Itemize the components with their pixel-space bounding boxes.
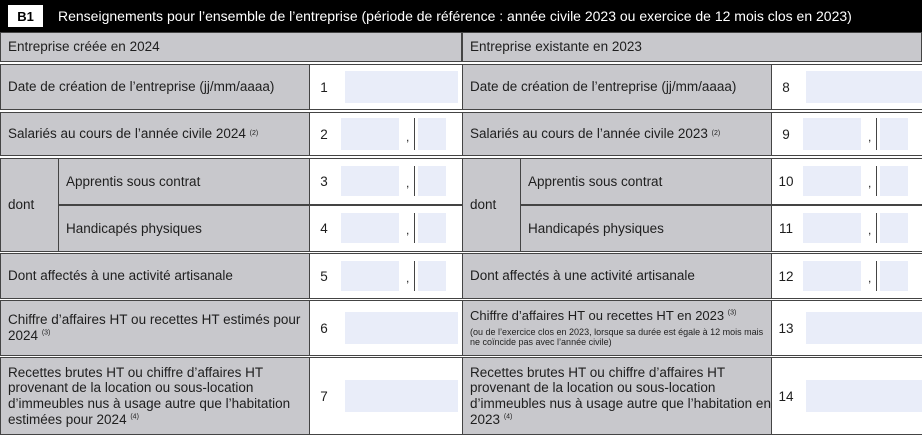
disabled-2024-decimal-input[interactable] bbox=[418, 213, 446, 243]
decimal-comma: , bbox=[868, 130, 872, 144]
creation-date-input-2024[interactable] bbox=[345, 71, 458, 103]
left-row-1-number: 1 bbox=[309, 64, 339, 110]
right-row-14-number: 14 bbox=[771, 357, 801, 435]
left-section-title: Entreprise créée en 2024 bbox=[0, 32, 462, 62]
decimal-divider bbox=[876, 118, 877, 150]
right-row-8-label: Date de création de l’entreprise (jj/mm/aaaa) bbox=[462, 64, 772, 110]
decimal-divider bbox=[876, 213, 877, 243]
artisanal-2024-integer-input[interactable] bbox=[341, 261, 399, 291]
right-row-9-number: 9 bbox=[771, 112, 801, 156]
decimal-divider bbox=[876, 166, 877, 196]
decimal-comma: , bbox=[406, 130, 410, 144]
left-row-4-label: Handicapés physiques bbox=[58, 205, 310, 252]
left-row-2-number: 2 bbox=[309, 112, 339, 156]
artisanal-2023-decimal-input[interactable] bbox=[880, 261, 908, 291]
artisanal-2024-decimal-input[interactable] bbox=[418, 261, 446, 291]
artisanal-2023-integer-input[interactable] bbox=[803, 261, 861, 291]
right-row-10-number: 10 bbox=[771, 158, 801, 205]
decimal-divider bbox=[414, 118, 415, 150]
left-dont-label: dont bbox=[0, 158, 59, 252]
decimal-comma: , bbox=[406, 223, 410, 237]
left-row-2-label: Salariés au cours de l’année civile 2024 (2) bbox=[0, 112, 310, 156]
left-row-6-label: Chiffre d’affaires HT ou recettes HT estimés pour 2024 $^{(3)}$ bbox=[0, 300, 310, 356]
right-row-11-label: Handicapés physiques bbox=[520, 205, 772, 252]
right-dont-label: dont bbox=[462, 158, 521, 252]
left-row-3-label: Apprentis sous contrat bbox=[58, 158, 310, 205]
employees-2024-decimal-input[interactable] bbox=[418, 118, 446, 150]
left-row-3-number: 3 bbox=[309, 158, 339, 205]
apprentices-2024-integer-input[interactable] bbox=[341, 166, 399, 196]
apprentices-2023-integer-input[interactable] bbox=[803, 166, 861, 196]
right-row-8-number: 8 bbox=[771, 64, 801, 110]
decimal-divider bbox=[414, 166, 415, 196]
left-row-6-number: 6 bbox=[309, 300, 339, 356]
decimal-comma: , bbox=[868, 271, 872, 285]
right-row-11-number: 11 bbox=[771, 205, 801, 252]
decimal-comma: , bbox=[868, 176, 872, 190]
right-row-9-label: Salariés au cours de l’année civile 2023 (2) bbox=[462, 112, 772, 156]
creation-date-input-2023[interactable] bbox=[806, 71, 922, 103]
turnover-2024-input[interactable] bbox=[345, 312, 458, 344]
decimal-comma: , bbox=[406, 176, 410, 190]
right-row-10-label: Apprentis sous contrat bbox=[520, 158, 772, 205]
right-section-title: Entreprise existante en 2023 bbox=[462, 32, 922, 62]
apprentices-2024-decimal-input[interactable] bbox=[418, 166, 446, 196]
left-row-1-label: Date de création de l’entreprise (jj/mm/aaaa) bbox=[0, 64, 310, 110]
decimal-divider bbox=[414, 213, 415, 243]
section-header bbox=[0, 0, 922, 32]
right-row-13-label: Chiffre d’affaires HT ou recettes HT en 2023 $^{(3)}$ (ou de l’exercice clos en 2023, lorsque sa durée est égale à 12 mois mais ne coïncide pas avec l’année civile) bbox=[462, 300, 772, 356]
disabled-2023-integer-input[interactable] bbox=[803, 213, 861, 243]
employees-2023-decimal-input[interactable] bbox=[880, 118, 908, 150]
right-row-13-sublabel: (ou de l’exercice clos en 2023, lorsque sa durée est égale à 12 mois mais ne coïncide pas avec l’année civile) bbox=[470, 326, 764, 347]
left-row-7-number: 7 bbox=[309, 357, 339, 435]
turnover-2023-input[interactable] bbox=[806, 312, 922, 344]
left-row-4-number: 4 bbox=[309, 205, 339, 252]
left-row-7-label: Recettes brutes HT ou chiffre d’affaires HT provenant de la location ou sous-location d’immeubles nus à usage autre que l’habitation estimées pour 2024 $^{(4)}$ bbox=[0, 357, 310, 435]
right-row-13-number: 13 bbox=[771, 300, 801, 356]
disabled-2023-decimal-input[interactable] bbox=[880, 213, 908, 243]
decimal-divider bbox=[876, 261, 877, 291]
rental-income-2024-input[interactable] bbox=[345, 380, 458, 412]
section-code: B1 bbox=[8, 5, 43, 27]
rental-income-2023-input[interactable] bbox=[806, 380, 922, 412]
employees-2023-integer-input[interactable] bbox=[803, 118, 861, 150]
section-title: Renseignements pour l’ensemble de l’entreprise (période de référence : année civile 2023 ou exercice de 12 mois clos en 2023) bbox=[58, 8, 852, 24]
apprentices-2023-decimal-input[interactable] bbox=[880, 166, 908, 196]
disabled-2024-integer-input[interactable] bbox=[341, 213, 399, 243]
left-row-5-label: Dont affectés à une activité artisanale bbox=[0, 253, 310, 299]
employees-2024-integer-input[interactable] bbox=[341, 118, 399, 150]
right-row-12-label: Dont affectés à une activité artisanale bbox=[462, 253, 772, 299]
decimal-comma: , bbox=[868, 223, 872, 237]
right-row-12-number: 12 bbox=[771, 253, 801, 299]
left-row-5-number: 5 bbox=[309, 253, 339, 299]
right-row-14-label: Recettes brutes HT ou chiffre d’affaires HT provenant de la location ou sous-location d’immeubles nus à usage autre que l’habitation en 2023 $^{(4)}$ bbox=[462, 357, 772, 435]
decimal-divider bbox=[414, 261, 415, 291]
decimal-comma: , bbox=[406, 271, 410, 285]
